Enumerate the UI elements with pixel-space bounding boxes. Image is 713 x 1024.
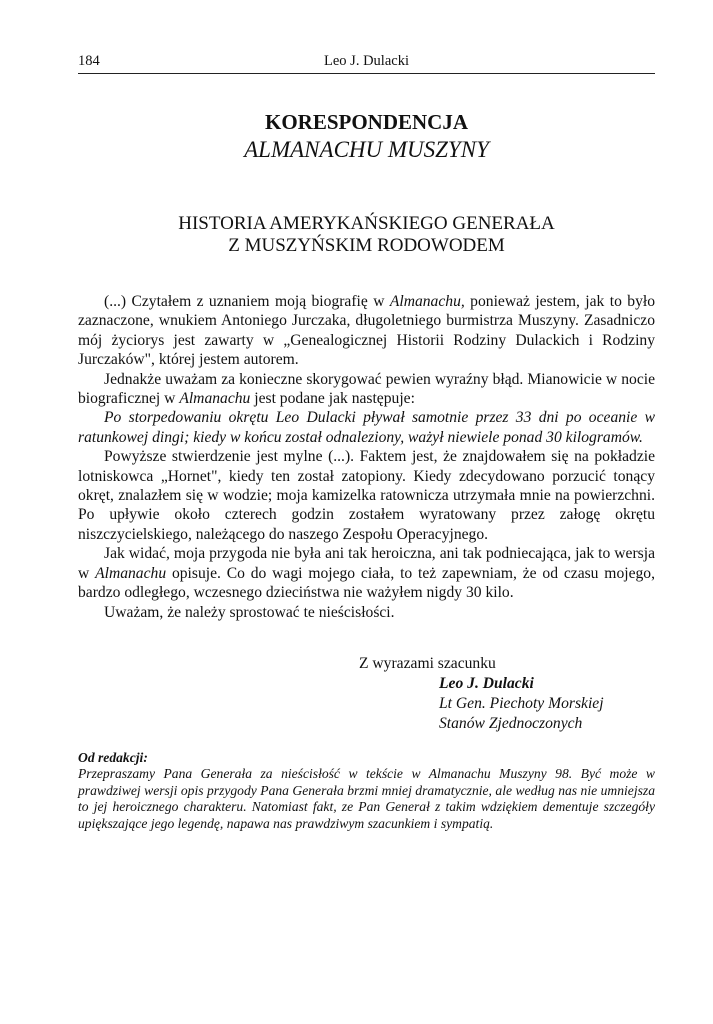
paragraph-2-text-a: Jednakże uważam za konieczne skorygować pewien wyraźny błąd. Mianowicie w nocie biograficznej w bbox=[78, 370, 655, 408]
section-title: KORESPONDENCJA bbox=[264, 110, 469, 134]
paragraph-1-text-a: (...) Czytałem z uznaniem moją biografię w bbox=[104, 293, 390, 310]
paragraph-1 bbox=[78, 292, 655, 370]
paragraph-4-text-a: Jak widać, moja przygoda nie była ani tak heroiczna, ani tak podniecająca, jak to wersja w bbox=[78, 545, 655, 582]
paragraph-4-text-b: opisuje. Co do wagi mojego ciała, to też zapewniam, że od czasu mojego, bardzo odległego, wczesnego dzieciństwa nie ważyłem nigdy 30 kilo. bbox=[78, 564, 655, 602]
paragraph-5: Uważam, że należy sprostować te nieścisłości. bbox=[104, 603, 395, 621]
article-title-line-1: HISTORIA AMERYKAŃSKIEGO GENERAŁA bbox=[178, 213, 555, 234]
page-header bbox=[78, 53, 655, 74]
paragraph-2-italic: Almanachu bbox=[179, 390, 251, 408]
editor-note bbox=[78, 750, 655, 832]
paragraph-1-text-b: ponieważ jestem, jak to było zaznaczone, wnukiem Antoniego Jurczaka, długoletniego burmistrza Muszyny. Zasadniczo mój życiorys jest zawarty w „Genealogicznej Historii Rodziny Dulackich i Rodziny Jurczaków", której jestem autorem. bbox=[78, 293, 655, 369]
paragraph-2 bbox=[78, 370, 655, 409]
paragraph-4-italic: Almanachu bbox=[95, 564, 167, 582]
paragraph-1-italic: Almanachu, bbox=[389, 293, 465, 310]
running-head: Leo J. Dulacki bbox=[324, 53, 409, 69]
signature-name: Leo J. Dulacki bbox=[439, 675, 534, 692]
quoted-passage: Po storpedowaniu okrętu Leo Dulacki pływał samotnie przez 33 dni po oceanie w ratunkowej dingi; kiedy w końcu został odnaleziony, ważył niewiele ponad 30 kilogramów. bbox=[78, 409, 655, 446]
article-title-line-2: Z MUSZYŃSKIM RODOWODEM bbox=[228, 235, 505, 256]
letter-body bbox=[78, 292, 655, 622]
paragraph-2-text-b: jest podane jak następuje: bbox=[250, 390, 415, 408]
closing-greeting: Z wyrazami szacunku bbox=[359, 655, 496, 672]
signature-rank: Lt Gen. Piechoty Morskiej bbox=[439, 695, 604, 712]
signature-country: Stanów Zjednoczonych bbox=[439, 715, 583, 732]
paragraph-4 bbox=[78, 544, 655, 602]
letter-closing bbox=[359, 654, 659, 734]
page-number: 184 bbox=[78, 53, 100, 69]
section-subtitle: ALMANACHU MUSZYNY bbox=[244, 137, 489, 162]
article-title bbox=[78, 213, 655, 257]
editor-note-label: Od redakcji: bbox=[78, 750, 148, 765]
editor-note-text: Przepraszamy Pana Generała za nieścisłość w tekście w Almanachu Muszyny 98. Być może w prawdziwej wersji opis przygody Pana Generała brzmi mniej dramatycznie, ale według nas nie umniejsza to jej heroicznego charakteru. Natomiast fakt, ze Pan Generał z takim wdziękiem dementuje szczegóły upiększające jego legendę, napawa nas prawdziwym szacunkiem i sympatią. bbox=[78, 766, 655, 831]
paragraph-3: Powyższe stwierdzenie jest mylne (...). Faktem jest, że znajdowałem się na pokładzie lotniskowca „Hornet", kiedy ten został zatopiony. Kiedy zdecydowano porzucić tonący okręt, znalazłem się w wodzie; moja kamizelka ratownicza utrzymała mnie na powierzchni. Po upływie około czterech godzin zostałem wyratowany przez załogę okrętu niszczycielskiego, należącego do naszego Zespołu Operacyjnego. bbox=[78, 448, 655, 543]
